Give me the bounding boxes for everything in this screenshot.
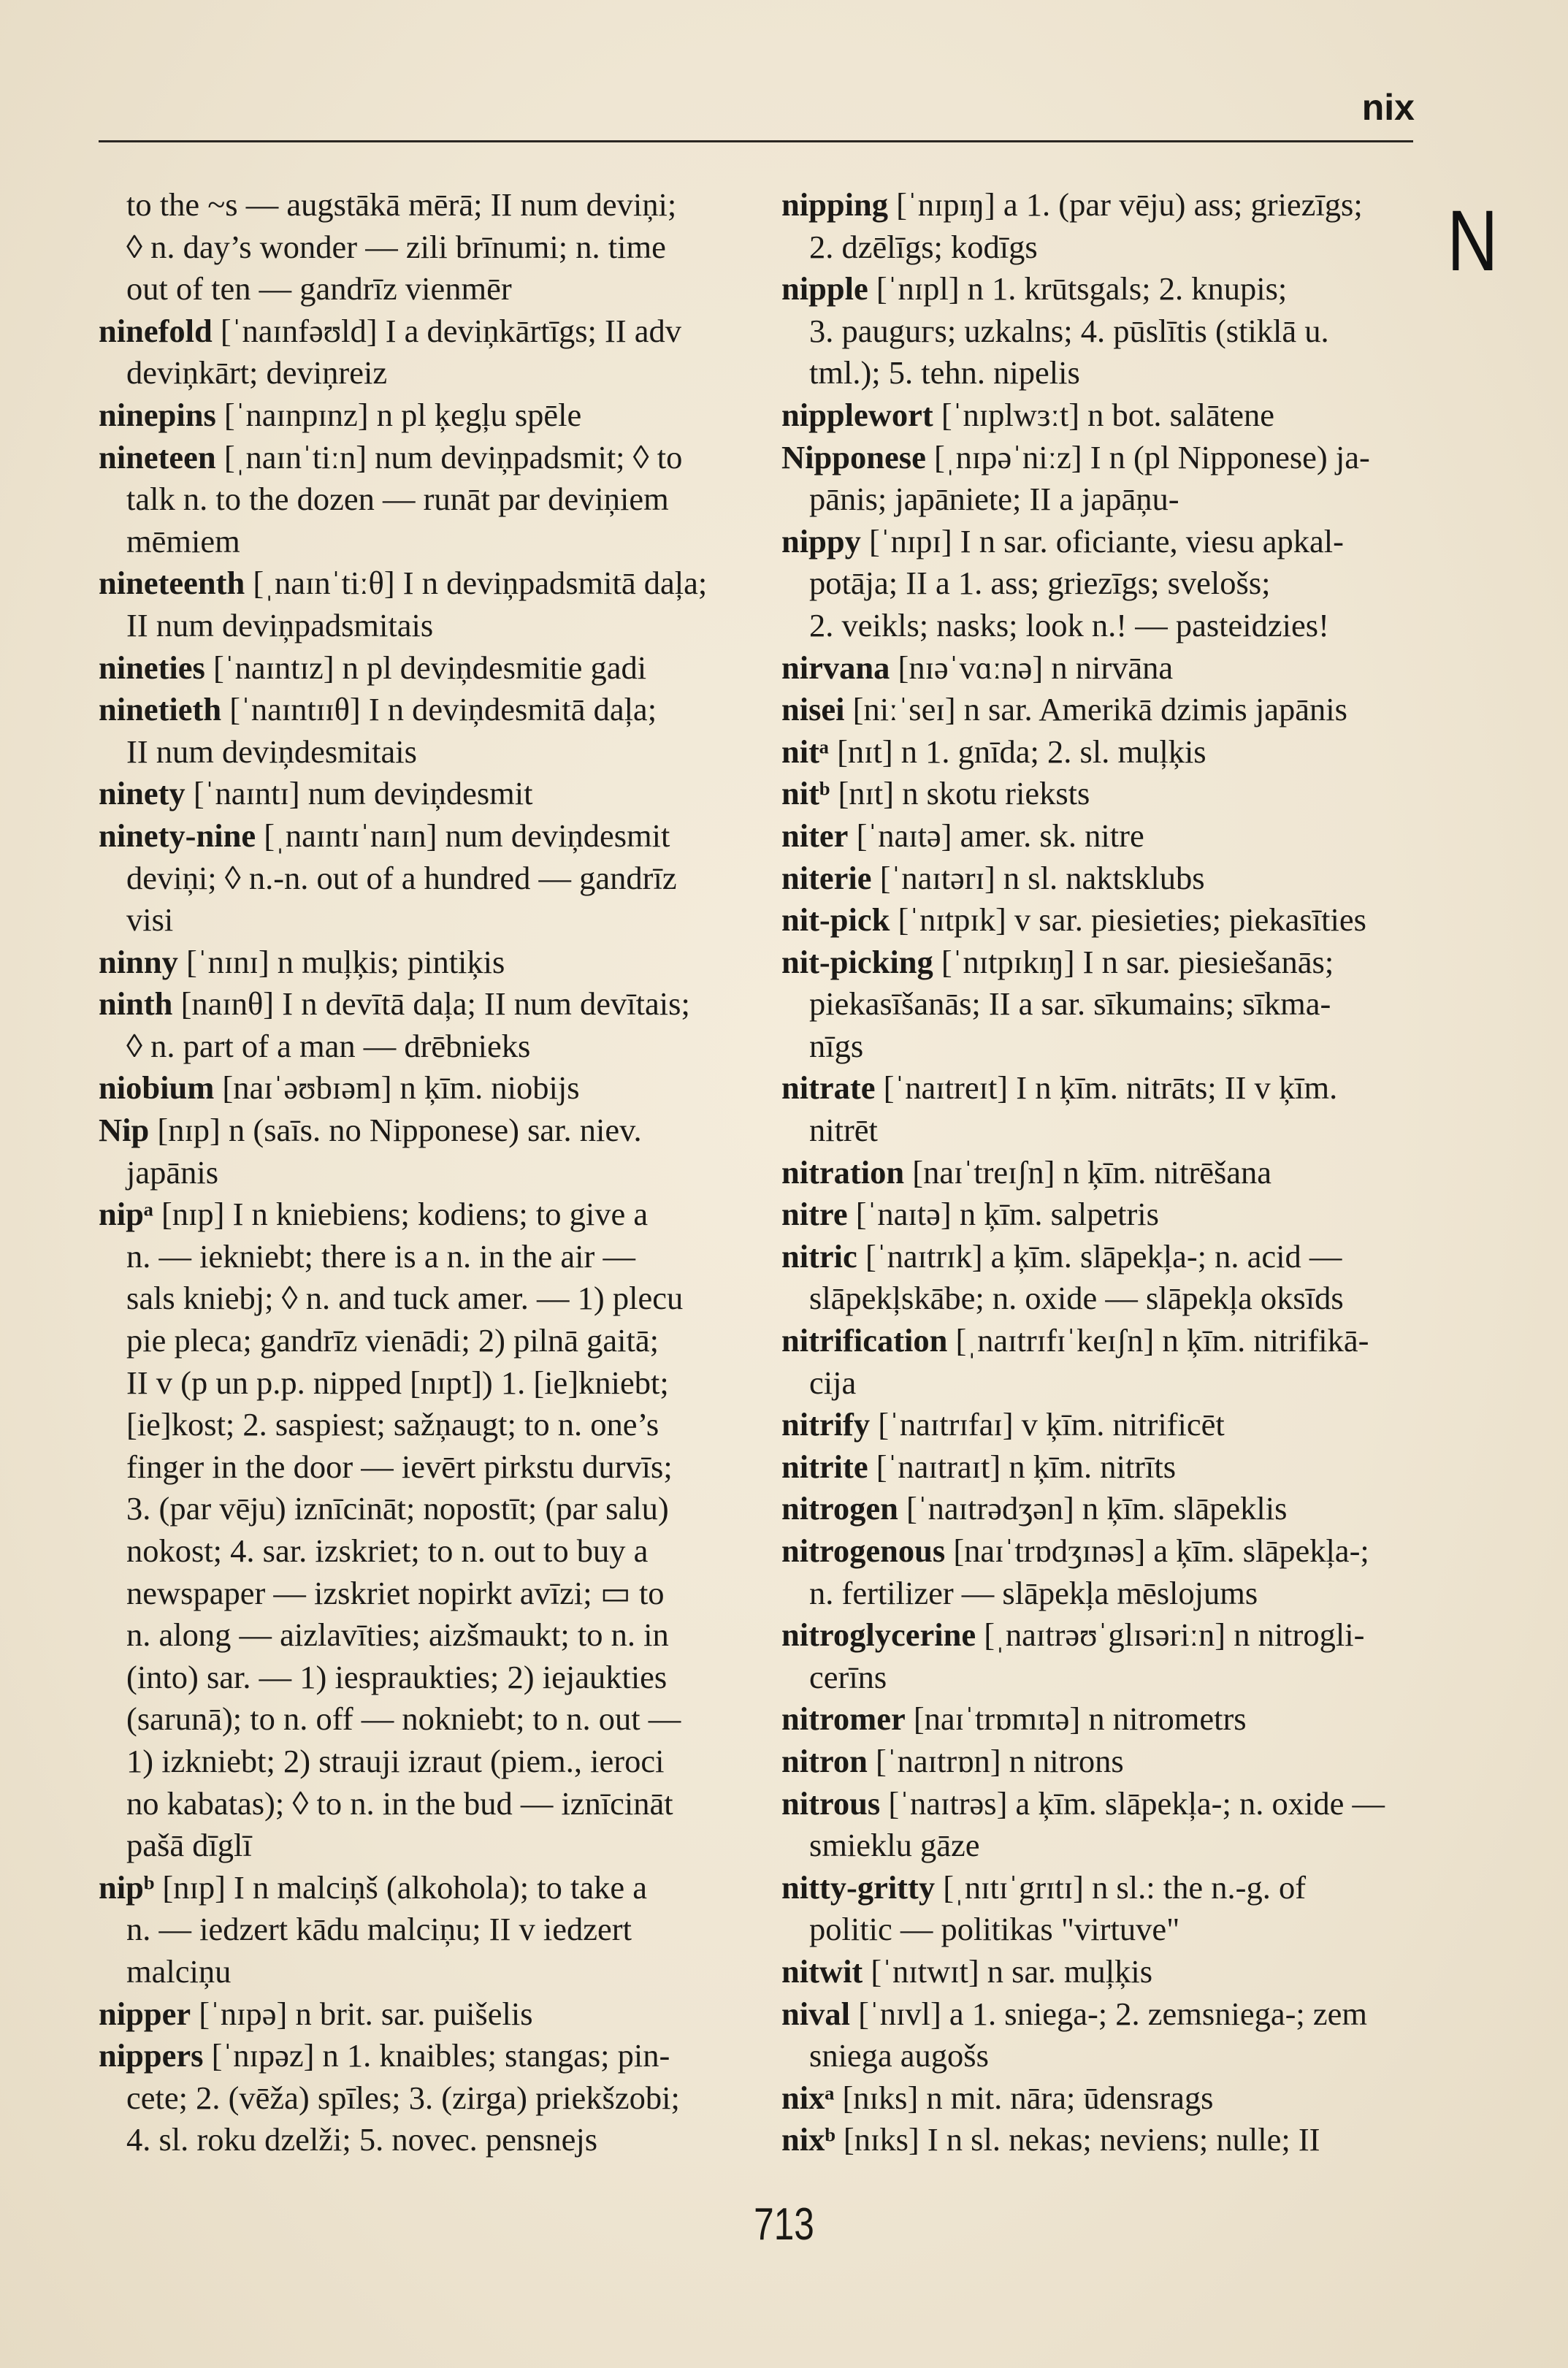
- entry-text: [ˈnɪplwɜːt] n bot. salātene: [933, 396, 1274, 433]
- entry-line: [99, 1867, 727, 1909]
- entry-text: cija: [809, 1364, 857, 1401]
- entry-continuation-line: [99, 1657, 727, 1699]
- entry-text: deviņi; ◊ n.-n. out of a hundred — gandrīz: [126, 859, 677, 896]
- headword: nipᵇ: [99, 1868, 155, 1906]
- page-number: 713: [754, 2199, 814, 2250]
- entry-continuation-line: [781, 1573, 1415, 1615]
- entry-continuation-line: [781, 2035, 1415, 2077]
- entry-line: [781, 437, 1415, 479]
- entry-line: [781, 731, 1415, 774]
- headword: ninety: [99, 775, 186, 812]
- entry-text: japānis: [126, 1153, 219, 1191]
- entry-text: [ˈnaɪtərɪ] n sl. naktsklubs: [871, 859, 1205, 896]
- entry-line: [781, 1993, 1415, 2036]
- headword: nitration: [781, 1153, 905, 1191]
- entry-text: finger in the door — ievērt pirkstu durvīs;: [126, 1448, 673, 1485]
- entry-text: cerīns: [809, 1658, 887, 1695]
- entry-text: [naɪˈtrɒdʒɪnəs] a ķīm. slāpekļa-;: [945, 1532, 1369, 1569]
- headword: niter: [781, 817, 849, 854]
- headword: nineteen: [99, 438, 216, 475]
- headword: nitrogen: [781, 1490, 898, 1527]
- entry-text: malciņu: [126, 1952, 232, 1990]
- headword: niobium: [99, 1069, 215, 1107]
- entry-continuation-line: [781, 478, 1415, 521]
- entry-text: mēmiem: [126, 522, 240, 559]
- entry-text: [ˈnaɪnfəʊld] I a deviņkārtīgs; II adv: [212, 312, 682, 349]
- entry-continuation-line: [99, 1236, 727, 1278]
- entry-text: piekasīšanās; II a sar. sīkumains; sīkma-: [809, 985, 1331, 1023]
- entry-text: tml.); 5. tehn. nipelis: [809, 354, 1080, 392]
- entry-line: [99, 647, 727, 690]
- entry-line: [781, 1488, 1415, 1530]
- entry-line: [781, 689, 1415, 731]
- entry-continuation-line: [781, 1277, 1415, 1320]
- entry-line: [781, 1152, 1415, 1194]
- entry-text: [nɪt] n 1. gnīda; 2. sl. muļķis: [828, 733, 1206, 770]
- entry-continuation-line: [781, 605, 1415, 647]
- entry-continuation-line: [99, 858, 727, 900]
- entry-line: [99, 689, 727, 731]
- entry-continuation-line: [99, 1573, 727, 1615]
- entry-line: [781, 1867, 1415, 1909]
- entry-text: [ˈnaɪntɪ] num deviņdesmit: [185, 775, 533, 812]
- entry-continuation-line: [781, 1362, 1415, 1405]
- headword: ninny: [99, 943, 178, 980]
- headword: nitrify: [781, 1406, 871, 1443]
- headword: ninety-nine: [99, 817, 256, 854]
- entry-text: to the ~s — augstākā mērā; II num deviņi;: [126, 186, 677, 223]
- entry-text: [ˈnɪpɪ] I n sar. oficiante, viesu apkal-: [860, 522, 1344, 559]
- headword: nitrification: [781, 1322, 948, 1359]
- entry-text: sniega augošs: [809, 2037, 989, 2074]
- entry-continuation-line: [99, 1320, 727, 1362]
- headword: nippers: [99, 2037, 204, 2074]
- entry-text: n. — iedzert kādu malciņu; II v iedzert: [126, 1911, 632, 1948]
- entry-text: 4. sl. roku dzelži; 5. novec. pensnejs: [126, 2121, 598, 2158]
- entry-text: smieklu gāze: [809, 1827, 980, 1864]
- entry-continuation-line: [99, 1741, 727, 1783]
- entry-text: [nɪks] I n sl. nekas; neviens; nulle; II: [835, 2121, 1320, 2158]
- entry-text: n. — iekniebt; there is a n. in the air —: [126, 1237, 635, 1275]
- entry-text: [ˈnɪpə] n brit. sar. puišelis: [191, 1995, 533, 2032]
- entry-line: [99, 1109, 727, 1152]
- headword: ninefold: [99, 312, 213, 349]
- entry-continuation-line: [99, 1530, 727, 1573]
- entry-text: [ie]kost; 2. saspiest; sažņaugt; to n. one’s: [126, 1406, 659, 1443]
- entry-line: [781, 815, 1415, 858]
- entry-line: [99, 1193, 727, 1236]
- headword: nitrogenous: [781, 1532, 946, 1569]
- entry-line: [99, 983, 727, 1026]
- entry-text: [nɪks] n mit. nāra; ūdensrags: [834, 2079, 1214, 2116]
- entry-text: [ˌnaɪntɪˈnaɪn] num deviņdesmit: [256, 817, 670, 854]
- entry-text: n. along — aizlavīties; aizšmaukt; to n. in: [126, 1616, 669, 1654]
- entry-text: (into) sar. — 1) iespraukties; 2) iejaukties: [126, 1658, 668, 1695]
- entry-continuation-line: [99, 1446, 727, 1489]
- entry-text: [nɪp] I n malciņš (alkohola); to take a: [154, 1868, 647, 1906]
- entry-text: slāpekļskābe; n. oxide — slāpekļa oksīds: [809, 1280, 1344, 1317]
- entry-line: [781, 184, 1415, 226]
- entry-text: 3. pauguгs; uzkalns; 4. pūslītis (stiklā u.: [809, 312, 1329, 349]
- entry-text: nitrēt: [809, 1112, 878, 1149]
- headword: Nipponese: [781, 438, 926, 475]
- headword: nixᵇ: [781, 2121, 835, 2158]
- entry-line: [781, 2119, 1415, 2161]
- entry-continuation-line: [99, 226, 727, 269]
- entry-line: [99, 1067, 727, 1109]
- entry-line: [781, 1067, 1415, 1109]
- entry-continuation-line: [99, 1698, 727, 1741]
- entry-text: (sarunā); to n. off — nokniebt; to n. out —: [126, 1700, 681, 1738]
- headword: nit-picking: [781, 943, 933, 980]
- entry-text: [naɪˈəʊbɪəm] n ķīm. niobijs: [214, 1069, 580, 1107]
- entry-line: [99, 394, 727, 437]
- entry-line: [99, 942, 727, 984]
- headword: Nip: [99, 1112, 150, 1149]
- entry-text: [ˈnɪvl] a 1. sniega-; 2. zemsniega-; zem: [849, 1995, 1368, 2032]
- entry-text: ◊ n. day’s wonder — zili brīnumi; n. time: [126, 228, 666, 265]
- entry-continuation-line: [99, 184, 727, 226]
- entry-continuation-line: [99, 605, 727, 647]
- entry-text: n. fertilizer — slāpekļa mēslojums: [809, 1574, 1258, 1611]
- entry-line: [99, 310, 727, 353]
- headword: nipᵃ: [99, 1196, 153, 1233]
- entry-continuation-line: [99, 899, 727, 942]
- entry-text: [ˈnaɪtrəs] a ķīm. slāpekļa-; n. oxide —: [880, 1784, 1385, 1822]
- entry-line: [781, 521, 1415, 563]
- entry-text: [nɪəˈvɑːnə] n nirvāna: [890, 649, 1174, 686]
- entry-text: [ˈnɪpl] n 1. krūtsgals; 2. knupis;: [868, 270, 1288, 308]
- entry-line: [99, 437, 727, 479]
- entry-continuation-line: [781, 226, 1415, 269]
- entry-text: [ˈnaɪtrədʒən] n ķīm. slāpeklis: [898, 1490, 1288, 1527]
- entry-text: [ˈnɪtpɪk] v sar. piesieties; piekasīties: [890, 901, 1366, 939]
- entry-line: [781, 1236, 1415, 1278]
- entry-continuation-line: [99, 478, 727, 521]
- entry-line: [99, 1993, 727, 2036]
- entry-text: [ˌnaɪnˈtiːθ] I n deviņpadsmitā daļa;: [245, 565, 708, 602]
- entry-text: visi: [126, 901, 174, 939]
- entry-text: ◊ n. part of a man — drēbnieks: [126, 1027, 531, 1064]
- left-column: [99, 184, 727, 2161]
- entry-continuation-line: [99, 1026, 727, 1068]
- entry-continuation-line: [99, 1825, 727, 1867]
- entry-text: pašā dīglī: [126, 1827, 252, 1864]
- entry-line: [99, 2035, 727, 2077]
- entry-text: [ˈnɪnɪ] n muļķis; pintiķis: [177, 943, 505, 980]
- entry-text: [nɪp] I n kniebiens; kodiens; to give a: [153, 1196, 649, 1233]
- entry-line: [781, 773, 1415, 815]
- entry-continuation-line: [99, 521, 727, 563]
- entry-line: [99, 815, 727, 858]
- entry-text: [ˈnaɪtrɒn] n nitrons: [867, 1742, 1124, 1779]
- headword: nit-pick: [781, 901, 890, 939]
- headword: nipping: [781, 186, 888, 223]
- entry-text: [ˈnɪpɪŋ] a 1. (par vēju) ass; griezīgs;: [887, 186, 1363, 223]
- entry-line: [781, 2077, 1415, 2120]
- entry-continuation-line: [99, 1277, 727, 1320]
- headword: nipper: [99, 1995, 191, 2032]
- section-letter-tab: N: [1447, 193, 1498, 289]
- entry-continuation-line: [99, 1362, 727, 1405]
- entry-text: [ˈnaɪntɪz] n pl deviņdesmitie gadi: [204, 649, 647, 686]
- headword: nival: [781, 1995, 850, 2032]
- headword: nitroglycerine: [781, 1616, 976, 1654]
- entry-line: [781, 1698, 1415, 1741]
- running-head: nix: [1361, 87, 1415, 128]
- entry-continuation-line: [99, 1783, 727, 1825]
- headword: nitty-gritty: [781, 1868, 936, 1906]
- entry-text: [niːˈseɪ] n sar. Amerikā dzimis japānis: [844, 691, 1347, 728]
- entry-text: no kabatas); ◊ to n. in the bud — iznīcināt: [126, 1784, 673, 1822]
- entry-text: [ˈnaɪnpɪnz] n pl ķegļu spēle: [215, 396, 582, 433]
- headword: nippy: [781, 522, 861, 559]
- entry-text: newspaper — izskriet nopirkt avīzi; ▭ to: [126, 1574, 665, 1611]
- entry-continuation-line: [99, 268, 727, 310]
- entry-text: [nɪp] n (saīs. no Nipponese) sar. niev.: [149, 1112, 642, 1149]
- entry-line: [781, 1530, 1415, 1573]
- headword: nisei: [781, 691, 845, 728]
- headword: ninth: [99, 985, 173, 1023]
- entry-line: [781, 1193, 1415, 1236]
- entry-line: [781, 1741, 1415, 1783]
- entry-text: nokost; 4. sar. izskriet; to n. out to buy a: [126, 1532, 649, 1569]
- entry-continuation-line: [781, 1825, 1415, 1867]
- entry-line: [781, 858, 1415, 900]
- entry-text: 2. dzēlīgs; kodīgs: [809, 228, 1038, 265]
- entry-line: [99, 773, 727, 815]
- entry-line: [781, 268, 1415, 310]
- headword: ninetieth: [99, 691, 222, 728]
- entry-text: [ˈnɪtpɪkɪŋ] I n sar. piesiešanās;: [933, 943, 1334, 980]
- entry-text: II v (p un p.p. nipped [nɪpt]) 1. [ie]kniebt;: [126, 1364, 669, 1401]
- entry-text: deviņkārt; deviņreiz: [126, 354, 388, 392]
- headword: nitrous: [781, 1784, 881, 1822]
- entry-continuation-line: [781, 352, 1415, 394]
- headword: nitron: [781, 1742, 868, 1779]
- entry-text: [ˌnaɪtrɪfɪˈkeɪʃn] n ķīm. nitrifikā-: [947, 1322, 1369, 1359]
- entry-continuation-line: [781, 1026, 1415, 1068]
- entry-continuation-line: [99, 1152, 727, 1194]
- entry-line: [781, 1320, 1415, 1362]
- entry-continuation-line: [99, 1909, 727, 1951]
- entry-continuation-line: [781, 1657, 1415, 1699]
- entry-text: [naɪˈtreɪʃn] n ķīm. nitrēšana: [904, 1153, 1272, 1191]
- entry-text: [naɪnθ] I n devītā daļa; II num devītais;: [172, 985, 690, 1023]
- entry-text: 1) izkniebt; 2) strauji izraut (piem., ieroci: [126, 1742, 665, 1779]
- entry-line: [781, 1783, 1415, 1825]
- entry-line: [99, 562, 727, 605]
- entry-text: out of ten — gandrīz vienmēr: [126, 270, 512, 308]
- entry-continuation-line: [781, 1109, 1415, 1152]
- entry-line: [781, 942, 1415, 984]
- entry-text: 2. veikls; nasks; look n.! — pasteidzies!: [809, 606, 1329, 643]
- headword: ninepins: [99, 396, 216, 433]
- entry-text: talk n. to the dozen — runāt par deviņiem: [126, 481, 669, 518]
- entry-text: pānis; japāniete; II a japāņu-: [809, 481, 1179, 518]
- headword: nixᵃ: [781, 2079, 835, 2116]
- entry-line: [781, 1614, 1415, 1657]
- headword: nitre: [781, 1196, 848, 1233]
- entry-line: [781, 394, 1415, 437]
- entry-text: [ˈnaɪtə] n ķīm. salpetris: [847, 1196, 1159, 1233]
- entry-text: [ˈnaɪtə] amer. sk. nitre: [848, 817, 1144, 854]
- entry-continuation-line: [99, 352, 727, 394]
- headword: nipplewort: [781, 396, 933, 433]
- entry-text: sals kniebj; ◊ n. and tuck amer. — 1) plecu: [126, 1280, 684, 1317]
- right-column: [781, 184, 1415, 2161]
- entry-text: [ˌnaɪtrəʊˈglɪsəriːn] n nitrogli-: [976, 1616, 1365, 1654]
- headword: nitᵇ: [781, 775, 830, 812]
- entry-text: pie pleca; gandrīz vienādi; 2) pilnā gaitā;: [126, 1322, 659, 1359]
- entry-text: [ˈnaɪntɪɪθ] I n deviņdesmitā daļa;: [221, 691, 657, 728]
- entry-text: cete; 2. (vēža) spīles; 3. (zirga) priekšzobi;: [126, 2079, 680, 2116]
- entry-text: [ˈnɪpəz] n 1. knaibles; stangas; pin-: [203, 2037, 670, 2074]
- headword: nirvana: [781, 649, 890, 686]
- entry-continuation-line: [781, 1909, 1415, 1951]
- entry-continuation-line: [99, 2077, 727, 2120]
- headword: nineteenth: [99, 565, 245, 602]
- entry-line: [781, 1404, 1415, 1446]
- headword: niterie: [781, 859, 872, 896]
- entry-text: [ˈnaɪtrɪk] a ķīm. slāpekļa-; n. acid —: [857, 1237, 1342, 1275]
- headword: nineties: [99, 649, 205, 686]
- entry-text: [ˈnaɪtraɪt] n ķīm. nitrīts: [868, 1448, 1177, 1485]
- entry-text: 3. (par vēju) iznīcināt; nopostīt; (par salu): [126, 1490, 669, 1527]
- entry-continuation-line: [99, 2119, 727, 2161]
- headword: nitrate: [781, 1069, 876, 1107]
- entry-text: politic — politikas "virtuve": [809, 1911, 1180, 1948]
- entry-text: nīgs: [809, 1027, 864, 1064]
- entry-text: [naɪˈtrɒmɪtə] n nitrometrs: [905, 1700, 1247, 1738]
- entry-line: [781, 899, 1415, 942]
- entry-text: [ˌnaɪnˈtiːn] num deviņpadsmit; ◊ to: [215, 438, 683, 475]
- entry-text: [ˈnaɪtrɪfaɪ] v ķīm. nitrificēt: [870, 1406, 1225, 1443]
- header-rule: [99, 140, 1413, 142]
- entry-line: [781, 647, 1415, 690]
- entry-continuation-line: [99, 1614, 727, 1657]
- entry-line: [781, 1951, 1415, 1993]
- headword: nitrite: [781, 1448, 868, 1485]
- entry-continuation-line: [781, 562, 1415, 605]
- headword: nitwit: [781, 1952, 863, 1990]
- entry-text: II num deviņpadsmitais: [126, 606, 434, 643]
- entry-text: [nɪt] n skotu rieksts: [830, 775, 1090, 812]
- entry-continuation-line: [99, 1404, 727, 1446]
- entry-text: II num deviņdesmitais: [126, 733, 417, 770]
- headword: nitromer: [781, 1700, 906, 1738]
- entry-text: [ˈnaɪtreɪt] I n ķīm. nitrāts; II v ķīm.: [875, 1069, 1338, 1107]
- entry-text: [ˈnɪtwɪt] n sar. muļķis: [863, 1952, 1153, 1990]
- headword: nitᵃ: [781, 733, 829, 770]
- entry-continuation-line: [781, 310, 1415, 353]
- entry-line: [781, 1446, 1415, 1489]
- entry-continuation-line: [99, 1488, 727, 1530]
- entry-continuation-line: [781, 983, 1415, 1026]
- entry-text: potāja; II a 1. ass; griezīgs; svelošs;: [809, 565, 1271, 602]
- entry-continuation-line: [99, 1951, 727, 1993]
- headword: nipple: [781, 270, 868, 308]
- headword: nitric: [781, 1237, 857, 1275]
- entry-text: [ˌnɪtɪˈgrɪtɪ] n sl.: the n.-g. of: [935, 1868, 1307, 1906]
- entry-continuation-line: [99, 731, 727, 774]
- entry-text: [ˌnɪpəˈniːz] I n (pl Nipponese) ja-: [925, 438, 1370, 475]
